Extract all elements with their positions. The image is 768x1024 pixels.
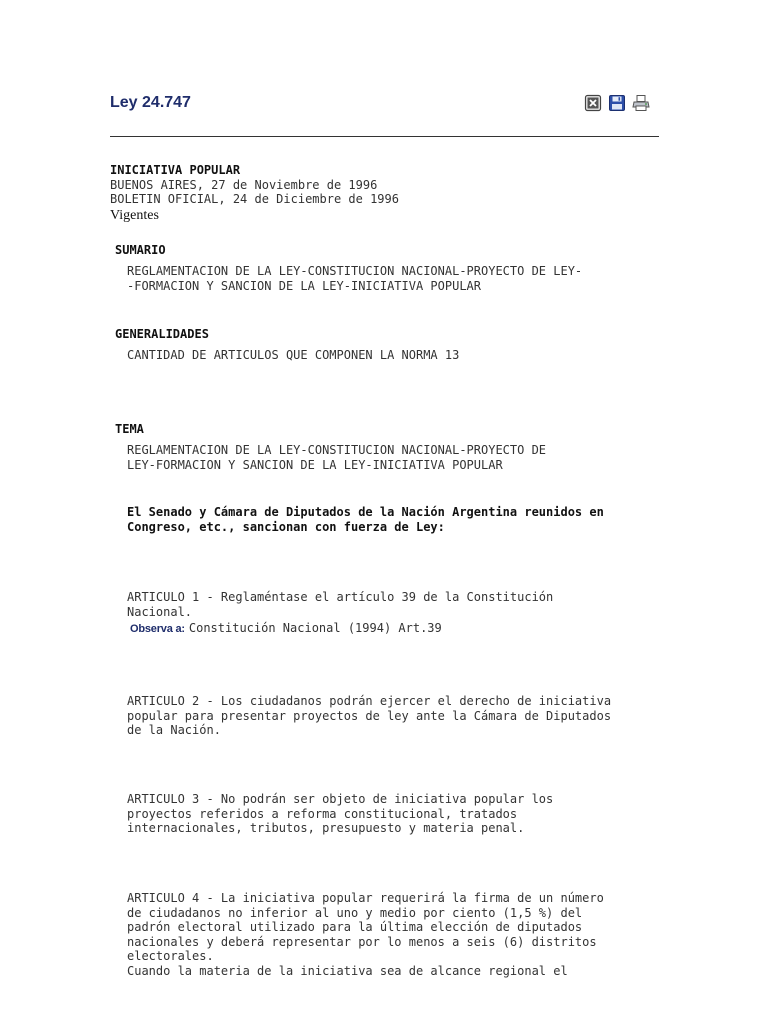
article-3: ARTICULO 3 - No podrán ser objeto de iniciativa popular los proyectos referidos a reforma constitucional, tratados internacionales, tributos, presupuesto y materia penal. <box>127 792 554 836</box>
bulletin-date: BOLETIN OFICIAL, 24 de Diciembre de 1996 <box>110 192 399 207</box>
tema-text: REGLAMENTACION DE LA LEY-CONSTITUCION NACIONAL-PROYECTO DE LEY-FORMACION Y SANCION DE LA LEY-INICIATIVA POPULAR <box>127 443 547 472</box>
observa-reference <box>130 621 442 636</box>
toolbar <box>584 94 650 112</box>
article-2: ARTICULO 2 - Los ciudadanos podrán ejercer el derecho de iniciativa popular para presentar proyectos de ley ante la Cámara de Diputados de la Nación. <box>127 694 612 738</box>
law-header <box>110 163 399 224</box>
tema-label: TEMA <box>115 422 144 436</box>
observa-label: Observa a: <box>130 623 185 635</box>
generalidades-text: CANTIDAD DE ARTICULOS QUE COMPONEN LA NORMA 13 <box>127 348 460 362</box>
article-4: ARTICULO 4 - La iniciativa popular requerirá la firma de un número de ciudadanos no inferior al uno y medio por ciento (1,5 %) del padrón electoral utilizado para la última elección de diputados nacionales y deberá representar por lo menos a seis (6) distritos electorales. Cuando la materia de la iniciativa sea de alcance regional el <box>127 891 604 978</box>
header-divider <box>110 136 659 137</box>
page-title: Ley 24.747 <box>110 94 191 111</box>
sumario-text: REGLAMENTACION DE LA LEY-CONSTITUCION NACIONAL-PROYECTO DE LEY- -FORMACION Y SANCION DE LA LEY-INICIATIVA POPULAR <box>127 264 583 293</box>
place-date: BUENOS AIRES, 27 de Noviembre de 1996 <box>110 177 378 192</box>
generalidades-label: GENERALIDADES <box>115 327 209 341</box>
observa-link[interactable]: Constitución Nacional (1994) Art.39 <box>188 621 442 635</box>
print-icon[interactable] <box>632 94 650 112</box>
enactment-formula: El Senado y Cámara de Diputados de la Nación Argentina reunidos en Congreso, etc., sancionan con fuerza de Ley: <box>127 505 604 534</box>
article-1: ARTICULO 1 - Reglaméntase el artículo 39 de la Constitución Nacional. <box>127 590 554 619</box>
status: Vigentes <box>110 207 159 223</box>
save-icon[interactable] <box>608 94 626 112</box>
close-icon[interactable] <box>584 94 602 112</box>
law-heading: INICIATIVA POPULAR <box>110 163 241 177</box>
sumario-label: SUMARIO <box>115 243 166 257</box>
